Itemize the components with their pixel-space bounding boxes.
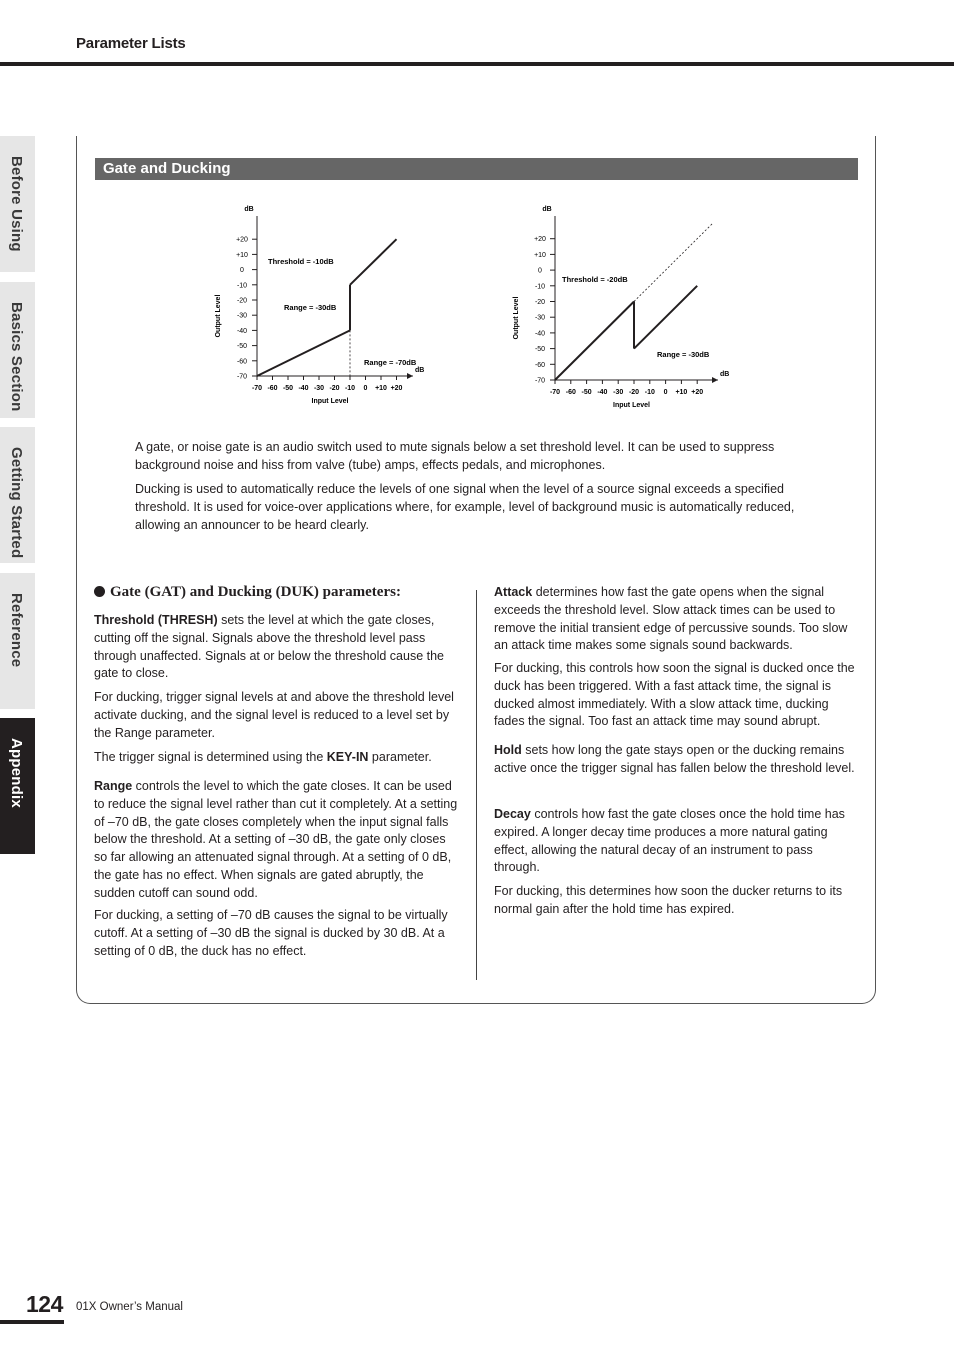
- y-tick-label: +10: [534, 251, 546, 259]
- x-tick-label: -30: [313, 385, 325, 392]
- y-tick-label: -20: [534, 299, 546, 306]
- term-threshold: Threshold (THRESH): [94, 613, 218, 627]
- gate-chart: [200, 198, 450, 413]
- x-tick-label: -20: [628, 389, 640, 396]
- chart-annotation: Range = -30dB: [657, 350, 710, 359]
- response-line: [350, 239, 397, 285]
- x-tick-label: -60: [565, 389, 576, 396]
- tab-basics-section[interactable]: [0, 282, 35, 418]
- y-tick-label: +20: [534, 236, 546, 244]
- parameters-heading-text: Gate (GAT) and Ducking (DUK) parameters:: [110, 584, 401, 600]
- x-tick-label: -70: [251, 385, 263, 392]
- y-tick-label: -10: [534, 283, 546, 291]
- response-line: [634, 286, 697, 349]
- section-title: Gate and Ducking: [103, 160, 231, 177]
- chart-annotation: Threshold = -10dB: [268, 257, 334, 266]
- y-unit-label: dB: [244, 206, 254, 213]
- x-tick-label: 0: [663, 389, 668, 396]
- x-tick-label: +20: [390, 385, 403, 392]
- y-tick-label: -50: [534, 346, 546, 354]
- y-tick-label: -40: [236, 327, 248, 335]
- chart-annotation: Range = -70dB: [364, 358, 417, 367]
- term-decay: Decay: [494, 807, 531, 821]
- attack-ducking-paragraph: For ducking, this controls how soon the signal is ducked once the duck has been triggered. With a fast attack time, the signal is ducked almost immediately. With a slow attack time, ducking fades the signal. Too fast an attack time may sound abrupt.: [494, 661, 855, 729]
- chart-annotation: Range = -30dB: [284, 303, 337, 312]
- trigger-paragraph: [94, 749, 460, 767]
- x-tick-label: -10: [344, 385, 356, 392]
- x-tick-label: -50: [581, 389, 592, 396]
- decay-ducking-paragraph: For ducking, this determines how soon the ducker returns to its normal gain after the hold time has expired.: [494, 884, 843, 916]
- term-range: Range: [94, 779, 133, 793]
- y-tick-label: -60: [534, 361, 546, 369]
- reference-dashed-line: [634, 223, 713, 302]
- x-axis-title: Input Level: [613, 402, 650, 409]
- y-tick-label: -10: [236, 282, 248, 290]
- x-axis-arrow: [712, 377, 718, 383]
- intro-paragraph: Ducking is used to automatically reduce the levels of one signal when the level of a source signal exceeds a specified threshold. It is used for voice-over applications where, for example, level of background music is automatically reduced, allowing an announcer to be heard clearly.: [135, 482, 795, 532]
- y-tick-label: +20: [236, 236, 248, 244]
- tab-label: Reference: [8, 593, 25, 668]
- decay-text: controls how fast the gate closes once the hold time has expired. A longer decay time produces a more natural gating effect, allowing the natural decay of an instrument to pass through.: [494, 807, 845, 875]
- y-tick-label: 0: [538, 267, 542, 275]
- tab-getting-started[interactable]: [0, 427, 35, 563]
- tab-before-using[interactable]: [0, 136, 35, 272]
- y-tick-label: -30: [236, 312, 248, 320]
- x-tick-label: -30: [613, 389, 624, 396]
- tab-label: Basics Section: [8, 302, 25, 412]
- attack-text: determines how fast the gate opens when the signal exceeds the threshold level. Slow attack times can be used to remove the initial transient edge of percussive sounds. Too slow an attack time makes some signals sound backwards.: [494, 585, 848, 653]
- x-tick-label: -40: [298, 385, 309, 392]
- page-number-rule: [0, 1320, 64, 1324]
- x-tick-label: -20: [329, 385, 340, 392]
- term-hold: Hold: [494, 743, 522, 757]
- y-tick-label: -50: [236, 343, 248, 351]
- column-divider: [476, 590, 477, 980]
- y-tick-label: -40: [534, 330, 546, 338]
- x-tick-label: 0: [363, 385, 368, 392]
- response-line: [257, 330, 350, 376]
- y-unit-label: dB: [542, 206, 552, 213]
- x-tick-label: -10: [644, 389, 655, 396]
- tab-reference[interactable]: [0, 573, 35, 709]
- ducking-chart: [500, 198, 750, 418]
- header-rule: [0, 62, 954, 66]
- range-text: controls the level to which the gate closes. It can be used to reduce the signal level rather than cut it completely. At a setting of –70 dB, the gate closes completely when the input signal falls below the threshold. At a setting of –30 dB, the gate only closes so far allowing an attenuated signal through. At a setting of 0 dB, the gate has no effect. When signals are gated abruptly, the sudden cutoff can sound odd.: [94, 779, 458, 900]
- x-unit-label: dB: [720, 371, 730, 378]
- x-tick-label: -70: [549, 389, 561, 396]
- manual-name: 01X Owner’s Manual: [76, 1301, 183, 1313]
- x-tick-label: -50: [282, 385, 294, 392]
- x-tick-label: +20: [691, 389, 704, 396]
- x-unit-label: dB: [415, 367, 425, 374]
- y-tick-label: -70: [236, 373, 248, 381]
- threshold-ducking-paragraph: For ducking, trigger signal levels at and above the threshold level activate ducking, and the signal level is reduced to a level set by the Range parameter.: [94, 690, 454, 740]
- decay-paragraph: [494, 806, 860, 877]
- trigger-pre: The trigger signal is determined using the: [94, 750, 327, 764]
- term-key-in: KEY-IN: [326, 750, 369, 764]
- x-tick-label: +10: [375, 385, 387, 392]
- y-tick-label: -20: [236, 297, 248, 305]
- attack-paragraph: [494, 584, 860, 655]
- term-attack: Attack: [494, 585, 533, 599]
- tab-appendix[interactable]: [0, 718, 35, 854]
- tab-label: Appendix: [8, 738, 25, 808]
- running-header: Parameter Lists: [76, 35, 186, 52]
- y-tick-label: -70: [534, 377, 546, 385]
- bullet-icon: [94, 586, 105, 597]
- hold-paragraph: [494, 742, 860, 778]
- tab-label: Before Using: [8, 156, 25, 252]
- x-tick-label: -40: [597, 389, 608, 396]
- hold-text: sets how long the gate stays open or the ducking remains active once the trigger signal has fallen below the threshold level.: [494, 743, 855, 775]
- page-number: 124: [26, 1291, 63, 1317]
- range-ducking-paragraph: For ducking, a setting of –70 dB causes the signal to be virtually cutoff. At a setting of –30 dB the signal is ducked by 30 dB. At a setting of 0 dB, the duck has no effect.: [94, 908, 448, 958]
- x-axis-title: Input Level: [311, 398, 349, 405]
- parameters-heading: [94, 584, 401, 601]
- trigger-post: parameter.: [368, 750, 432, 764]
- range-paragraph: [94, 778, 460, 903]
- response-line: [555, 302, 634, 381]
- y-tick-label: 0: [240, 267, 244, 275]
- x-tick-label: +10: [675, 389, 688, 396]
- x-axis-arrow: [407, 373, 413, 379]
- chart-annotation: Threshold = -20dB: [562, 275, 628, 284]
- y-tick-label: -60: [236, 358, 248, 366]
- x-tick-label: -60: [267, 385, 278, 392]
- tab-label: Getting Started: [8, 447, 25, 559]
- y-tick-label: +10: [236, 251, 248, 259]
- y-tick-label: -30: [534, 314, 546, 322]
- y-axis-title: Output Level: [513, 296, 520, 340]
- intro-paragraph: A gate, or noise gate is an audio switch used to mute signals below a set threshold level. It can be used to suppress background noise and hiss from valve (tube) amps, effects pedals, and microphones.: [135, 440, 775, 472]
- threshold-paragraph: [94, 612, 460, 683]
- y-axis-title: Output Level: [215, 294, 222, 338]
- threshold-text: sets the level at which the gate closes, cutting off the signal. Signals above the threshold level pass through unaffected. Signals at or below the threshold cause the gate to close.: [94, 613, 445, 681]
